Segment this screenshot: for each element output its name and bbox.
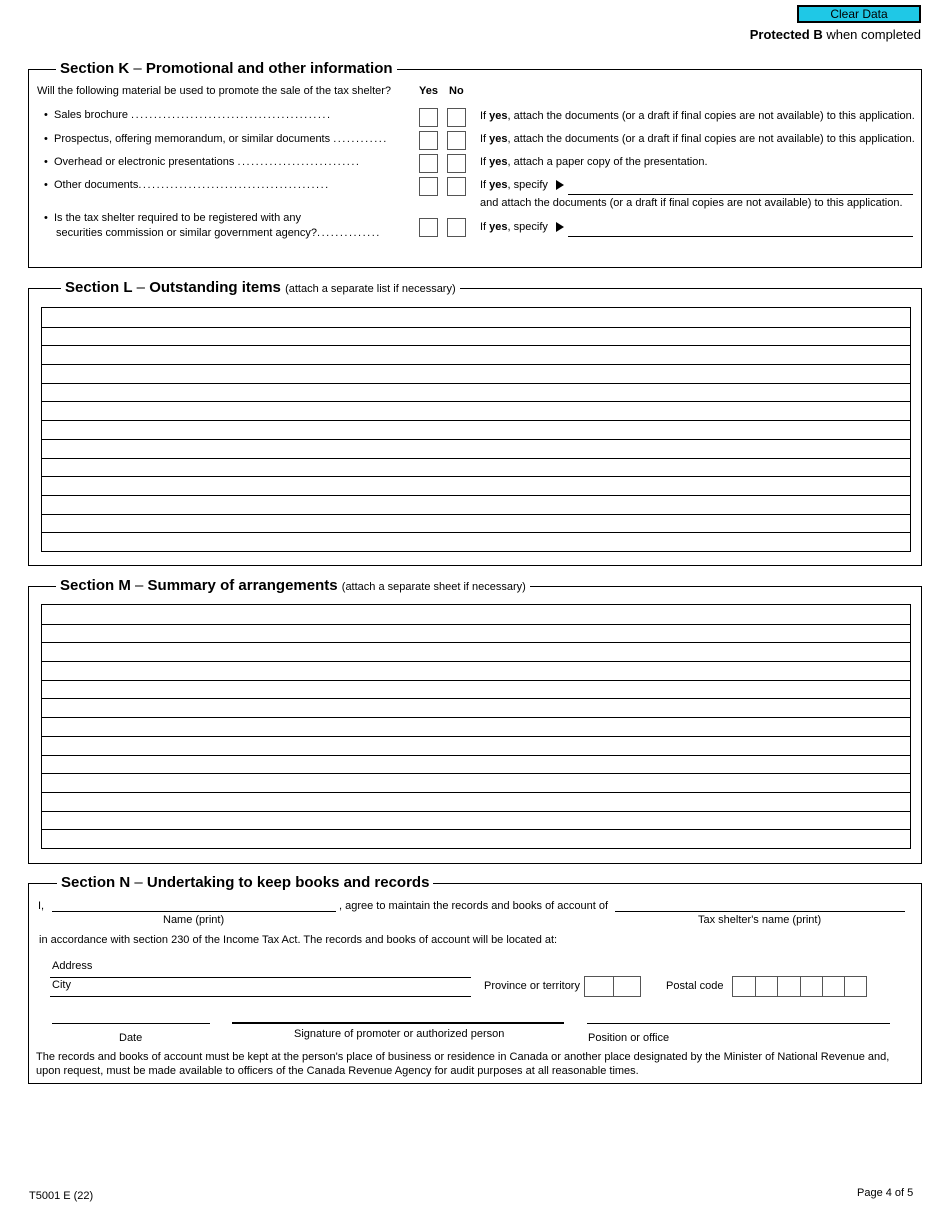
province-field[interactable] <box>584 976 641 997</box>
item-registered: • Is the tax shelter required to be registered with any <box>44 212 302 224</box>
sales-brochure-yes-checkbox[interactable] <box>419 108 438 127</box>
table-row-line <box>42 680 910 681</box>
table-row-line <box>42 755 910 756</box>
item-prospectus: • Prospectus, offering memorandum, or similar documents ............ <box>44 133 388 145</box>
table-row-line <box>42 698 910 699</box>
table-row-line <box>42 624 910 625</box>
other-documents-no-checkbox[interactable] <box>447 177 466 196</box>
table-row-line <box>42 792 910 793</box>
item-sales-brochure: • Sales brochure ............................................ <box>44 109 332 121</box>
records-note-line2: upon request, must be made available to officers of the Canada Revenue Agency for audit purposes at all reasonable times. <box>36 1065 639 1077</box>
city-field[interactable] <box>50 983 471 997</box>
table-row-line <box>42 476 910 477</box>
item-other-documents: • Other documents.......................................... <box>44 179 330 191</box>
table-row-line <box>42 364 910 365</box>
postal-code-divider <box>755 977 756 996</box>
address-field[interactable] <box>50 964 471 978</box>
prospectus-yes-checkbox[interactable] <box>419 131 438 150</box>
table-row-line <box>42 773 910 774</box>
table-row-line <box>42 383 910 384</box>
table-row-line <box>42 514 910 515</box>
signature-field[interactable] <box>232 1010 564 1024</box>
form-id: T5001 E (22) <box>29 1190 94 1202</box>
table-row-line <box>42 345 910 346</box>
section-l-title: Section L – Outstanding items (attach a separate list if necessary) <box>61 279 460 298</box>
tax-shelter-name-caption: Tax shelter's name (print) <box>698 914 822 926</box>
table-row-line <box>42 401 910 402</box>
table-row-line <box>42 811 910 812</box>
sales-brochure-instruction: If yes, attach the documents (or a draft if final copies are not available) to this application. <box>480 110 915 122</box>
outstanding-items-table[interactable] <box>41 307 911 552</box>
table-row-line <box>42 736 910 737</box>
other-documents-yes-checkbox[interactable] <box>419 177 438 196</box>
table-row-line <box>42 829 910 830</box>
section-k-title: Section K – Promotional and other information <box>56 60 397 78</box>
tax-shelter-name-field[interactable] <box>615 898 905 912</box>
table-row-line <box>42 327 910 328</box>
summary-arrangements-table[interactable] <box>41 604 911 849</box>
table-row-line <box>42 439 910 440</box>
records-note-line1: The records and books of account must be kept at the person's place of business or residence in Canada or another place designated by the Minister of National Revenue and, <box>36 1051 890 1063</box>
section-n-title: Section N – Undertaking to keep books and records <box>57 874 433 892</box>
postal-code-divider <box>844 977 845 996</box>
name-print-field[interactable] <box>52 898 336 912</box>
overhead-instruction: If yes, attach a paper copy of the presentation. <box>480 156 708 168</box>
yes-column-label: Yes <box>419 85 438 97</box>
date-caption: Date <box>119 1032 143 1044</box>
clear-data-button[interactable]: Clear Data <box>797 5 921 23</box>
table-row-line <box>42 495 910 496</box>
postal-code-field[interactable] <box>732 976 867 997</box>
overhead-yes-checkbox[interactable] <box>419 154 438 173</box>
table-row-line <box>42 420 910 421</box>
signature-caption: Signature of promoter or authorized person <box>294 1028 505 1040</box>
prospectus-no-checkbox[interactable] <box>447 131 466 150</box>
table-row-line <box>42 717 910 718</box>
accordance-text: in accordance with section 230 of the Income Tax Act. The records and books of account will be located at: <box>39 934 558 946</box>
overhead-no-checkbox[interactable] <box>447 154 466 173</box>
table-row-line <box>42 642 910 643</box>
other-documents-instruction: If yes, specify <box>480 179 564 192</box>
protected-b-bold: Protected B <box>749 27 823 42</box>
postal-code-divider <box>822 977 823 996</box>
page-number: Page 4 of 5 <box>857 1187 914 1199</box>
registered-instruction: If yes, specify <box>480 221 564 234</box>
registered-yes-checkbox[interactable] <box>419 218 438 237</box>
item-overhead-presentations: • Overhead or electronic presentations ........................... <box>44 156 361 168</box>
agree-text: , agree to maintain the records and books of account of <box>339 900 609 912</box>
table-row-line <box>42 661 910 662</box>
table-row-line <box>42 458 910 459</box>
position-field[interactable] <box>587 1010 890 1024</box>
no-column-label: No <box>449 85 464 97</box>
other-documents-attach-note: and attach the documents (or a draft if final copies are not available) to this application. <box>480 197 903 209</box>
sales-brochure-no-checkbox[interactable] <box>447 108 466 127</box>
address-label: Address <box>52 960 93 972</box>
section-m-title: Section M – Summary of arrangements (attach a separate sheet if necessary) <box>56 577 530 596</box>
table-row-line <box>42 532 910 533</box>
postal-code-label: Postal code <box>666 980 724 992</box>
other-documents-specify-field[interactable] <box>568 181 913 195</box>
section-k-question: Will the following material be used to promote the sale of the tax shelter? <box>37 85 392 97</box>
arrow-right-icon <box>556 180 564 190</box>
prospectus-instruction: If yes, attach the documents (or a draft if final copies are not available) to this application. <box>480 133 915 145</box>
postal-code-divider <box>777 977 778 996</box>
item-registered-line2: securities commission or similar government agency?.............. <box>56 227 381 239</box>
i-label: I, <box>38 900 45 912</box>
position-caption: Position or office <box>588 1032 670 1044</box>
city-label: City <box>52 979 71 991</box>
registered-specify-field[interactable] <box>568 223 913 237</box>
protected-b-rest: when completed <box>822 27 921 42</box>
registered-no-checkbox[interactable] <box>447 218 466 237</box>
province-label: Province or territory <box>484 980 580 992</box>
postal-code-divider <box>800 977 801 996</box>
arrow-right-icon <box>556 222 564 232</box>
name-print-caption: Name (print) <box>163 914 225 926</box>
protected-b-label <box>750 27 921 42</box>
date-field[interactable] <box>52 1010 210 1024</box>
